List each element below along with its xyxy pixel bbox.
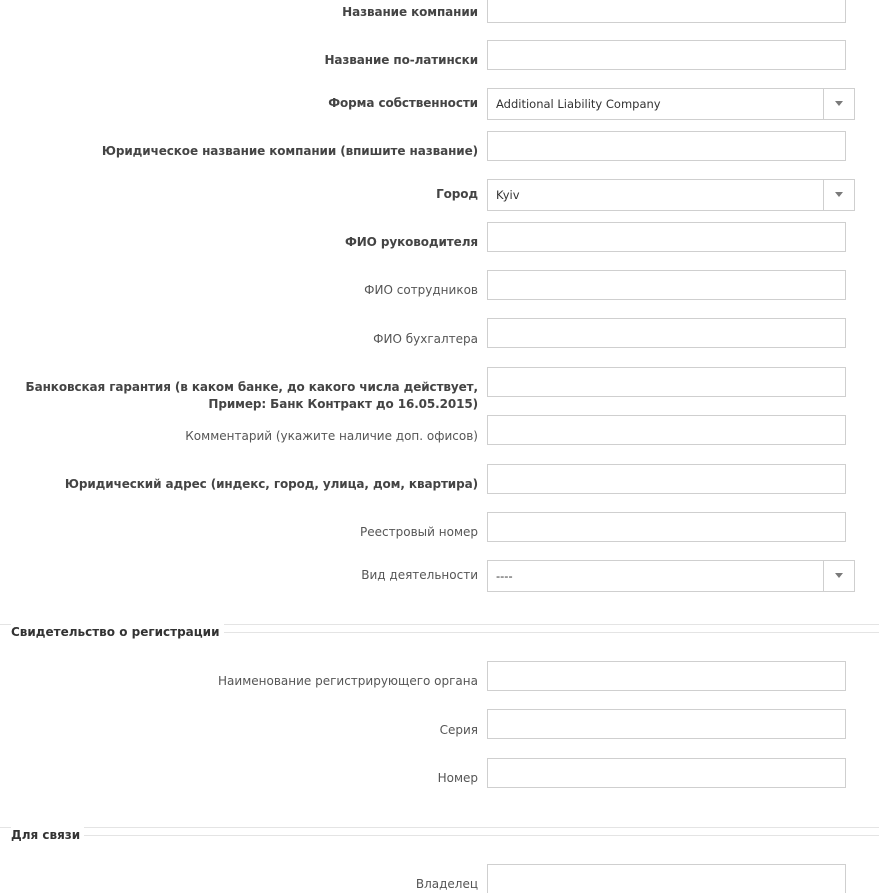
director-label: ФИО руководителя [344,235,478,249]
ownership-label: Форма собственности [328,96,478,110]
registration-section-title: Свидетельство о регистрации [11,624,224,640]
series-input[interactable] [487,709,846,739]
chevron-down-icon [835,101,843,106]
owner-input[interactable] [487,864,846,893]
employees-label: ФИО сотрудников [364,283,478,297]
company-name-input[interactable] [487,0,846,23]
number-label: Номер [437,771,478,785]
accountant-input[interactable] [487,318,846,348]
city-select[interactable] [487,179,855,211]
latin-name-input[interactable] [487,40,846,70]
section-divider [0,827,879,828]
comment-input[interactable] [487,415,846,445]
series-label: Серия [439,723,478,737]
bank-guarantee-label-line2: Пример: Банк Контракт до 16.05.2015) [208,397,478,411]
chevron-down-icon [835,192,843,197]
city-label: Город [436,187,478,201]
legal-address-label: Юридический адрес (индекс, город, улица, дом, квартира) [64,477,478,491]
employees-input[interactable] [487,270,846,300]
owner-label: Владелец [415,877,478,891]
registry-number-label: Реестровый номер [360,525,478,539]
activity-selected-value: ---- [496,569,513,583]
activity-select[interactable] [487,560,855,592]
legal-name-label: Юридическое название компании (впишите название) [101,144,478,158]
number-input[interactable] [487,758,846,788]
registry-number-input[interactable] [487,512,846,542]
company-name-label: Название компании [342,5,478,19]
city-selected-value: Kyiv [496,188,520,202]
ownership-select[interactable] [487,88,855,120]
contact-section-title: Для связи [11,827,84,843]
director-input[interactable] [487,222,846,252]
bank-guarantee-label-line1: Банковская гарантия (в каком банке, до какого числа действует, [25,380,478,394]
authority-label: Наименование регистрирующего органа [218,674,478,688]
bank-guarantee-input[interactable] [487,367,846,397]
authority-input[interactable] [487,661,846,691]
accountant-label: ФИО бухгалтера [373,332,478,346]
legal-name-input[interactable] [487,131,846,161]
ownership-dropdown-button[interactable] [823,89,854,119]
activity-dropdown-button[interactable] [823,561,854,591]
activity-label: Вид деятельности [361,568,478,582]
comment-label: Комментарий (укажите наличие доп. офисов) [185,429,478,443]
chevron-down-icon [835,573,843,578]
section-divider-line [78,835,879,836]
legal-address-input[interactable] [487,464,846,494]
city-dropdown-button[interactable] [823,180,854,210]
section-divider-line [205,632,879,633]
ownership-selected-value: Additional Liability Company [496,97,661,111]
latin-name-label: Название по-латински [324,53,478,67]
